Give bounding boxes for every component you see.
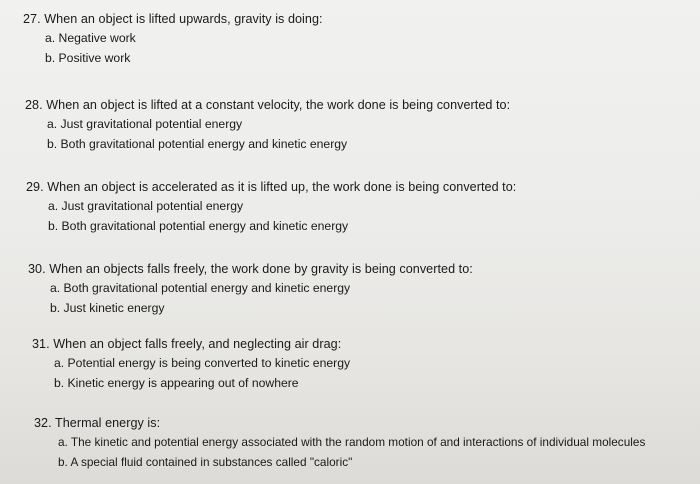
question-31-option-b: b. Kinetic energy is appearing out of nowhere bbox=[54, 376, 299, 390]
question-32-option-b: b. A special fluid contained in substances called "caloric" bbox=[58, 455, 353, 469]
question-30-option-a: a. Both gravitational potential energy and kinetic energy bbox=[50, 281, 351, 295]
question-31-options bbox=[54, 355, 350, 391]
question-29-text: 29. When an object is accelerated as it is lifted up, the work done is being converted to: bbox=[26, 180, 517, 194]
question-30 bbox=[28, 261, 473, 316]
question-29-options bbox=[48, 198, 516, 234]
question-31-option-a: a. Potential energy is being converted to kinetic energy bbox=[54, 356, 351, 370]
question-27 bbox=[23, 11, 323, 66]
question-32 bbox=[34, 415, 645, 470]
question-28-options bbox=[47, 116, 510, 152]
question-27-option-b: b. Positive work bbox=[45, 51, 131, 65]
question-28 bbox=[25, 97, 510, 152]
question-27-option-a: a. Negative work bbox=[45, 31, 136, 45]
question-27-text: 27. When an object is lifted upwards, gravity is doing: bbox=[23, 12, 323, 26]
question-31-text: 31. When an object falls freely, and neglecting air drag: bbox=[32, 337, 342, 351]
question-32-options bbox=[58, 434, 645, 470]
question-28-option-b: b. Both gravitational potential energy and kinetic energy bbox=[47, 137, 348, 151]
question-32-option-a: a. The kinetic and potential energy associated with the random motion of and interactions of individual molecules bbox=[58, 435, 646, 449]
question-29-option-b: b. Both gravitational potential energy and kinetic energy bbox=[48, 219, 349, 233]
question-31 bbox=[32, 336, 350, 391]
question-30-options bbox=[50, 280, 473, 316]
question-28-text: 28. When an object is lifted at a constant velocity, the work done is being converted to: bbox=[25, 98, 511, 112]
question-32-text: 32. Thermal energy is: bbox=[34, 416, 161, 430]
question-28-option-a: a. Just gravitational potential energy bbox=[47, 117, 243, 131]
question-30-text: 30. When an objects falls freely, the work done by gravity is being converted to: bbox=[28, 262, 473, 276]
question-30-option-b: b. Just kinetic energy bbox=[50, 301, 165, 315]
question-29-option-a: a. Just gravitational potential energy bbox=[48, 199, 244, 213]
question-27-options bbox=[45, 30, 323, 66]
question-29 bbox=[26, 179, 516, 234]
